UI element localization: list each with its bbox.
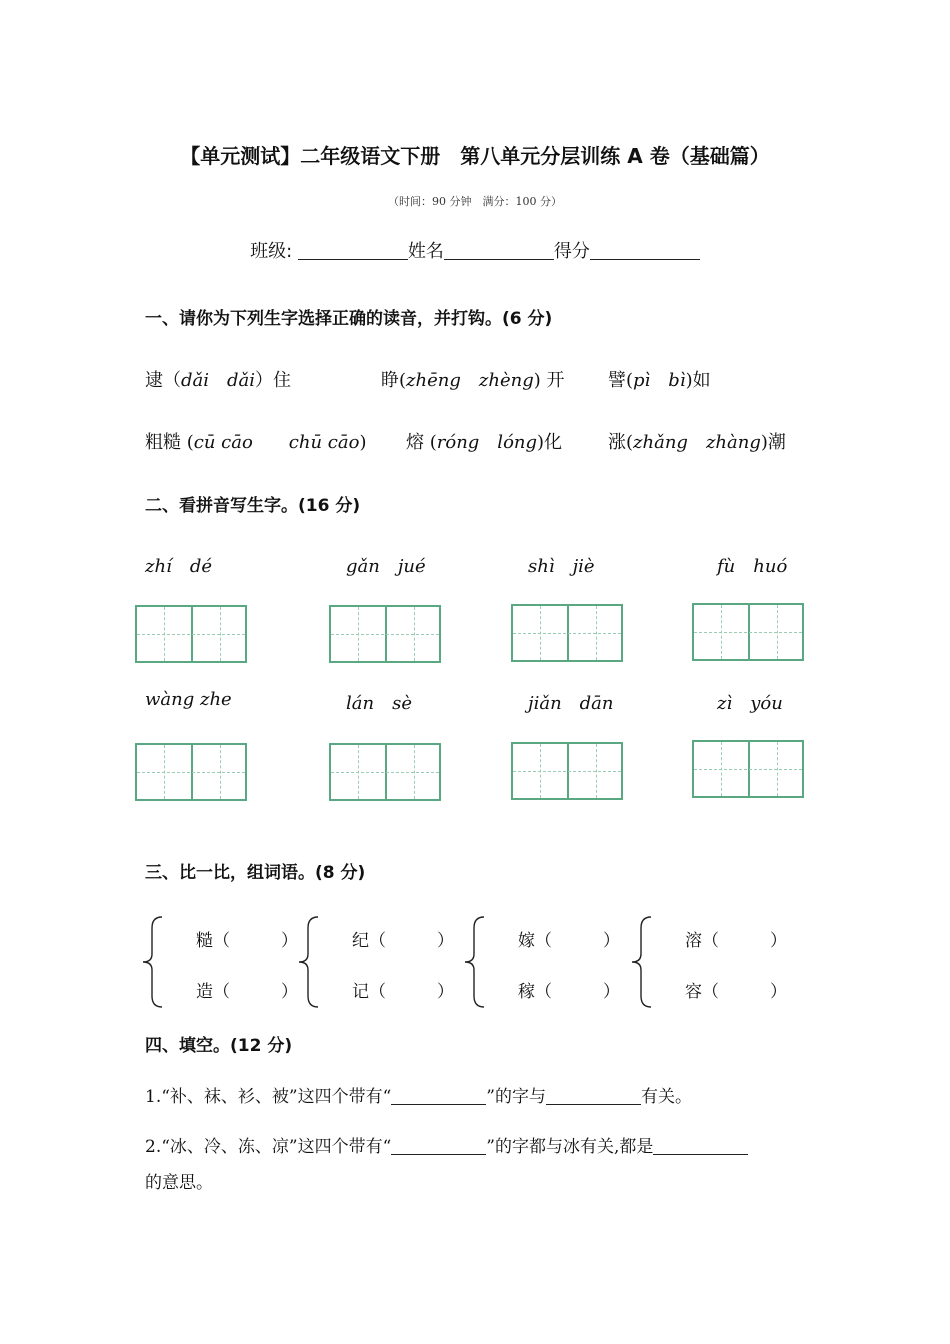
pinyin-prompt: zhí dé: [145, 556, 213, 577]
class-blank[interactable]: [298, 241, 408, 260]
pronunciation-item[interactable]: 譬(pì bì)如: [608, 370, 711, 391]
left-brace-icon: [631, 916, 653, 1008]
pronunciation-item[interactable]: 逮（dǎi dǎi）住: [145, 370, 292, 391]
section1-heading: 一、请你为下列生字选择正确的读音，并打钩。(6 分): [145, 309, 553, 329]
fill-question-1: 1.“补、袜、衫、被”这四个带有“ ”的字与 有关。: [145, 1087, 692, 1107]
word-compare-item[interactable]: 嫁（ ）: [518, 931, 620, 951]
pinyin-prompt: jiǎn dān: [528, 693, 614, 714]
character-writing-grid[interactable]: [511, 742, 623, 800]
page-title: 【单元测试】二年级语文下册 第八单元分层训练 A 卷（基础篇）: [180, 144, 770, 168]
pinyin-prompt: lán sè: [346, 693, 412, 714]
left-brace-icon: [298, 916, 320, 1008]
student-info-line: [0, 237, 950, 263]
answer-blank[interactable]: [391, 1086, 486, 1105]
pinyin-prompt: fù huó: [717, 556, 788, 577]
pinyin-prompt: gǎn jué: [346, 556, 426, 577]
pronunciation-item[interactable]: 涨(zhǎng zhàng)潮: [608, 432, 786, 453]
section2-heading: 二、看拼音写生字。(16 分): [145, 496, 361, 516]
score-blank[interactable]: [590, 241, 700, 260]
answer-blank[interactable]: [653, 1136, 748, 1155]
name-label: 姓名: [407, 241, 444, 262]
character-writing-grid[interactable]: [135, 605, 247, 663]
exam-time-info: （时间：90 分钟 满分：100 分）: [388, 195, 562, 208]
section4-heading: 四、填空。(12 分): [145, 1036, 293, 1056]
left-brace-icon: [142, 916, 164, 1008]
fill-question-2: 2.“冰、冷、冻、凉”这四个带有“ ”的字都与冰有关,都是: [145, 1132, 748, 1157]
pronunciation-item[interactable]: 粗糙 (cū cāo chū cāo): [145, 432, 367, 453]
pinyin-prompt: shì jiè: [528, 556, 595, 577]
character-writing-grid[interactable]: [329, 605, 441, 663]
word-compare-item[interactable]: 记（ ）: [352, 982, 454, 1002]
section3-heading: 三、比一比，组词语。(8 分): [145, 863, 366, 883]
class-label: 班级:: [250, 241, 293, 262]
answer-blank[interactable]: [546, 1086, 641, 1105]
word-compare-item[interactable]: 稼（ ）: [518, 982, 620, 1002]
word-compare-item[interactable]: 糙（ ）: [196, 931, 298, 951]
character-writing-grid[interactable]: [511, 604, 623, 662]
pinyin-prompt: wàng zhe: [145, 689, 232, 710]
pronunciation-item[interactable]: 熔 (róng lóng)化: [406, 432, 563, 453]
word-compare-item[interactable]: 容（ ）: [685, 982, 787, 1002]
word-compare-item[interactable]: 纪（ ）: [352, 931, 454, 951]
character-writing-grid[interactable]: [692, 603, 804, 661]
score-label: 得分: [553, 241, 590, 262]
character-writing-grid[interactable]: [692, 740, 804, 798]
pinyin-prompt: zì yóu: [717, 693, 783, 714]
pronunciation-item[interactable]: 睁(zhēng zhèng) 开: [381, 370, 565, 391]
character-writing-grid[interactable]: [329, 743, 441, 801]
word-compare-item[interactable]: 溶（ ）: [685, 931, 787, 951]
answer-blank[interactable]: [391, 1136, 486, 1155]
name-blank[interactable]: [444, 241, 554, 260]
fill-question-2-cont: 的意思。: [145, 1173, 213, 1193]
character-writing-grid[interactable]: [135, 743, 247, 801]
word-compare-item[interactable]: 造（ ）: [196, 982, 298, 1002]
left-brace-icon: [464, 916, 486, 1008]
